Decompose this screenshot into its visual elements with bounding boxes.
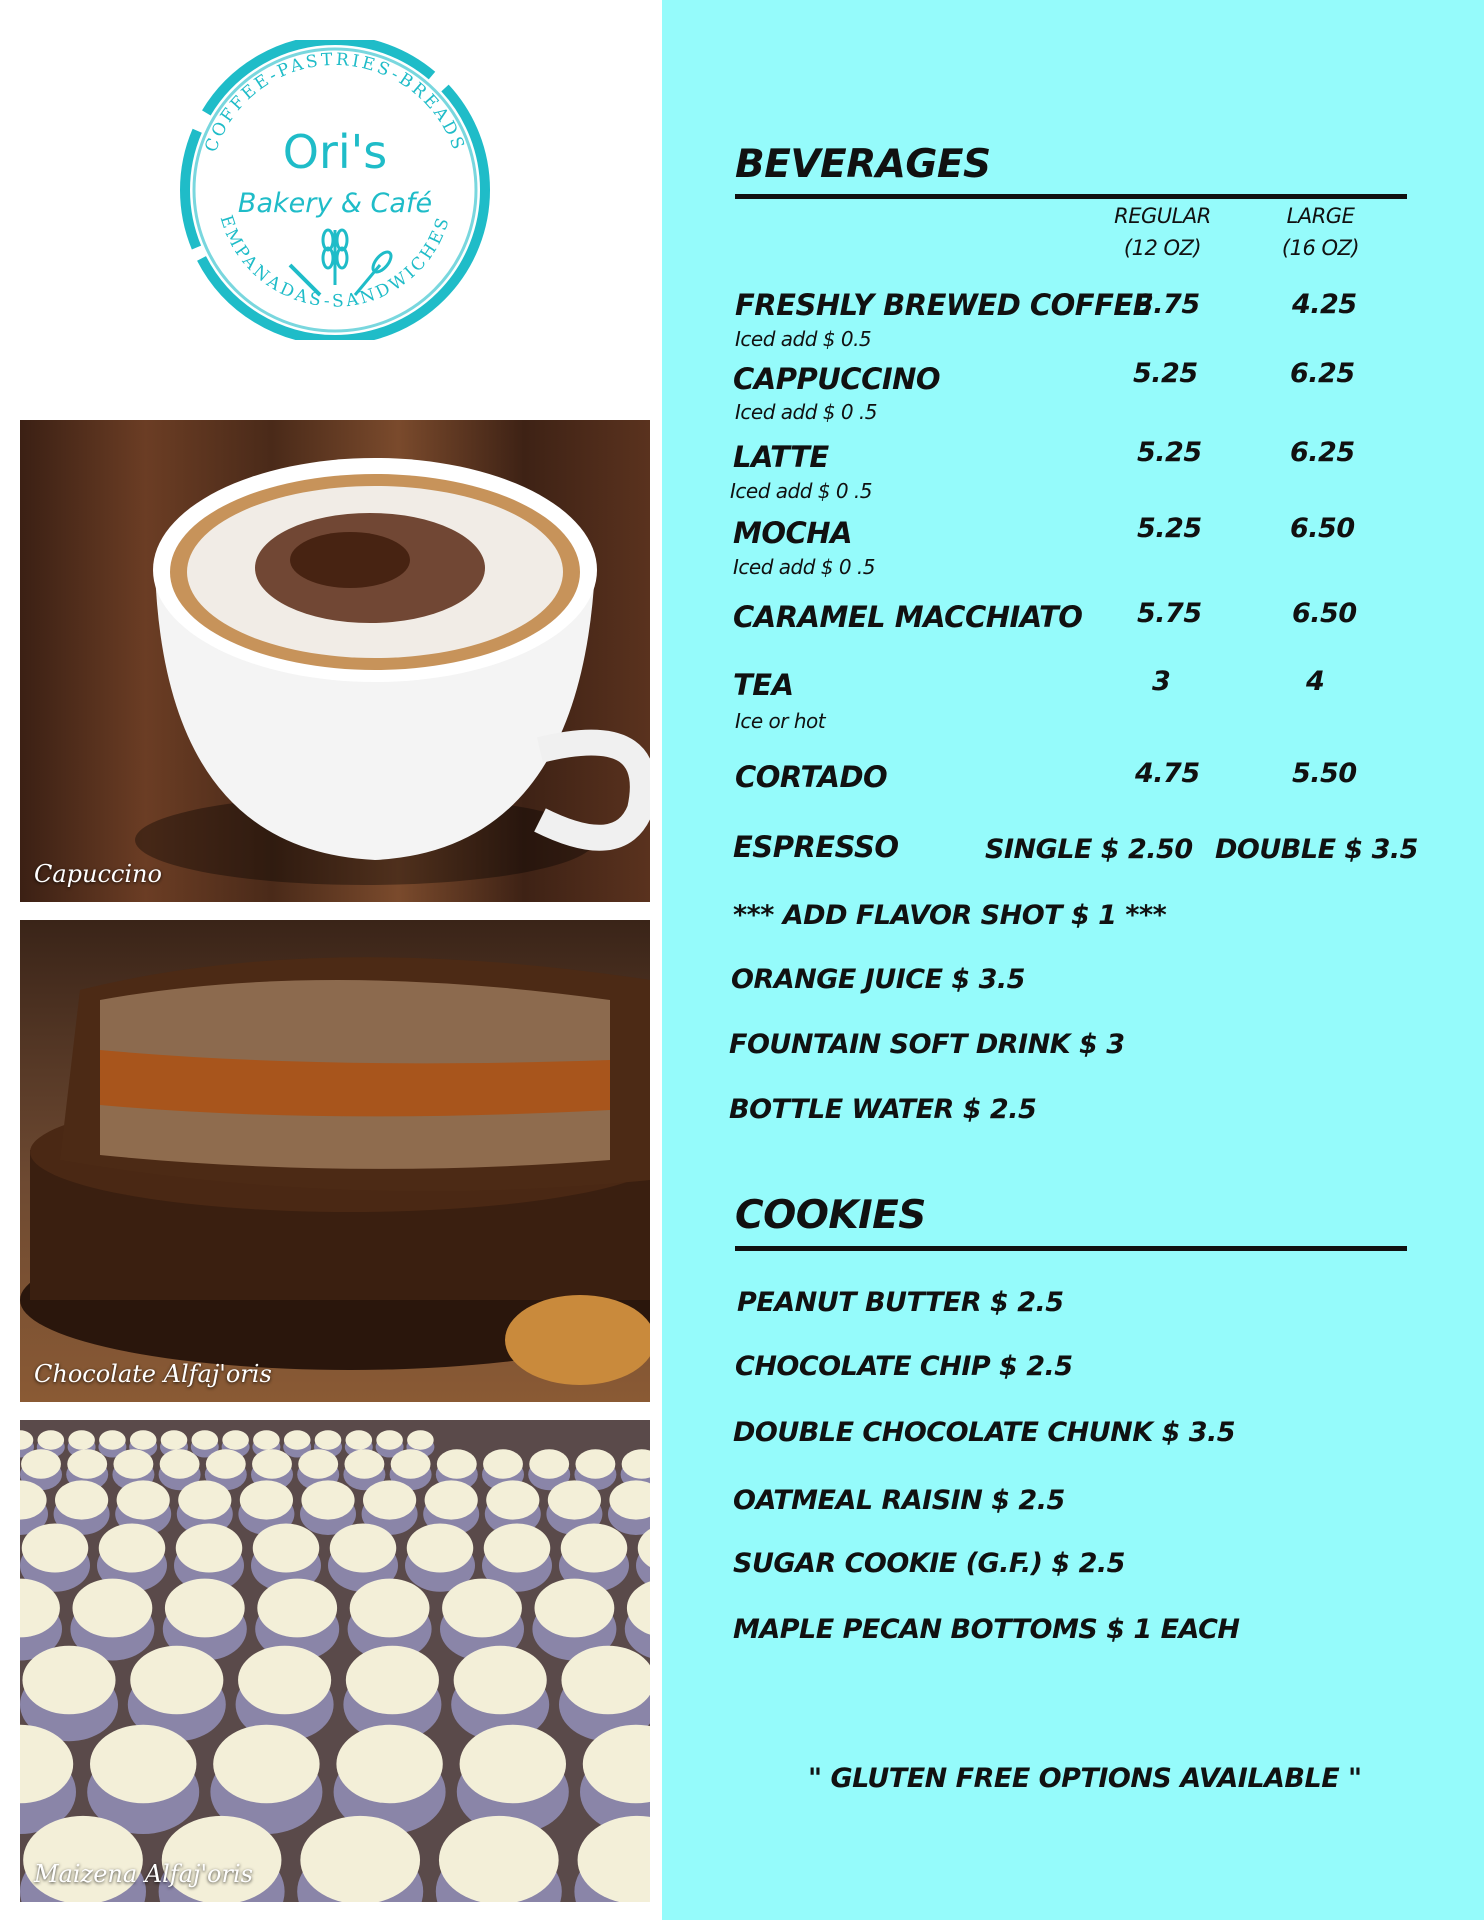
price-large: 6.50 xyxy=(1290,513,1355,544)
cookie-item: OATMEAL RAISIN $ 2.5 xyxy=(733,1485,1065,1516)
extra-item: ORANGE JUICE $ 3.5 xyxy=(731,964,1025,995)
caption-chocolate-alfajores: Chocolate Alfaj'oris xyxy=(34,1360,272,1388)
price-regular: 3 xyxy=(1152,666,1171,697)
logo-ring-top: COFFEE-PASTRIES-BREADS xyxy=(201,49,469,155)
price-large: 5.50 xyxy=(1292,758,1357,789)
photo-maizena-alfajores xyxy=(20,1420,650,1902)
beverage-item: FRESHLY BREWED COFFEE xyxy=(735,288,1153,322)
caption-maizena-alfajores: Maizena Alfaj'oris xyxy=(34,1860,253,1888)
gluten-free-note: " GLUTEN FREE OPTIONS AVAILABLE " xyxy=(808,1763,1362,1794)
col-large-label: LARGE xyxy=(1286,204,1355,228)
beverages-rule xyxy=(735,194,1407,199)
price-large: 4.25 xyxy=(1292,289,1357,320)
col-large-size: (16 OZ) xyxy=(1281,236,1360,260)
wheat-icon xyxy=(323,230,347,285)
price-regular: 5.25 xyxy=(1133,358,1198,389)
price-large: 6.50 xyxy=(1292,598,1357,629)
espresso-item: ESPRESSO xyxy=(733,830,899,864)
extra-item: FOUNTAIN SOFT DRINK $ 3 xyxy=(729,1029,1125,1060)
beverage-item: CARAMEL MACCHIATO xyxy=(733,600,1083,634)
logo-ring-bottom: EMPANADAS-SANDWICHES xyxy=(215,212,455,312)
beverage-note: Iced add $ 0 .5 xyxy=(730,479,873,503)
beverage-note: Ice or hot xyxy=(735,709,826,733)
photo-chocolate-alfajores xyxy=(20,920,650,1402)
espresso-single: SINGLE $ 2.50 xyxy=(985,834,1193,865)
price-regular: 3.75 xyxy=(1135,289,1200,320)
beverage-item: CORTADO xyxy=(735,760,888,794)
cookies-rule xyxy=(735,1246,1407,1251)
col-large xyxy=(1258,200,1383,264)
beverage-item: MOCHA xyxy=(733,516,853,550)
cookie-item: MAPLE PECAN BOTTOMS $ 1 EACH xyxy=(733,1614,1240,1645)
cookie-item: DOUBLE CHOCOLATE CHUNK $ 3.5 xyxy=(733,1417,1236,1448)
beverage-note: Iced add $ 0 .5 xyxy=(735,400,878,424)
cookies-heading: COOKIES xyxy=(735,1193,926,1238)
beverages-heading: BEVERAGES xyxy=(735,142,991,187)
flavor-shot: *** ADD FLAVOR SHOT $ 1 *** xyxy=(733,900,1167,931)
logo-subtitle: Bakery & Café xyxy=(237,188,433,219)
bakery-logo xyxy=(170,40,500,340)
price-regular: 5.25 xyxy=(1137,513,1202,544)
extra-item: BOTTLE WATER $ 2.5 xyxy=(729,1094,1037,1125)
beverage-item: CAPPUCCINO xyxy=(733,362,941,396)
price-regular: 4.75 xyxy=(1135,758,1200,789)
espresso-double: DOUBLE $ 3.5 xyxy=(1215,834,1418,865)
cookie-item: CHOCOLATE CHIP $ 2.5 xyxy=(735,1351,1073,1382)
beverage-item: TEA xyxy=(733,668,794,702)
price-large: 4 xyxy=(1306,666,1325,697)
price-regular: 5.75 xyxy=(1137,598,1202,629)
beverage-item: LATTE xyxy=(733,440,829,474)
price-large: 6.25 xyxy=(1290,358,1355,389)
col-regular-size: (12 OZ) xyxy=(1123,236,1202,260)
price-large: 6.25 xyxy=(1290,437,1355,468)
photo-cappuccino xyxy=(20,420,650,902)
logo-name: Ori's xyxy=(282,125,388,179)
caption-cappuccino: Capuccino xyxy=(34,860,162,888)
col-regular-label: REGULAR xyxy=(1114,204,1211,228)
cookie-item: PEANUT BUTTER $ 2.5 xyxy=(737,1287,1064,1318)
cookie-item: SUGAR COOKIE (G.F.) $ 2.5 xyxy=(733,1548,1125,1579)
beverage-note: Iced add $ 0 .5 xyxy=(733,555,876,579)
beverage-note: Iced add $ 0.5 xyxy=(735,327,872,351)
col-regular xyxy=(1100,200,1225,264)
price-regular: 5.25 xyxy=(1137,437,1202,468)
